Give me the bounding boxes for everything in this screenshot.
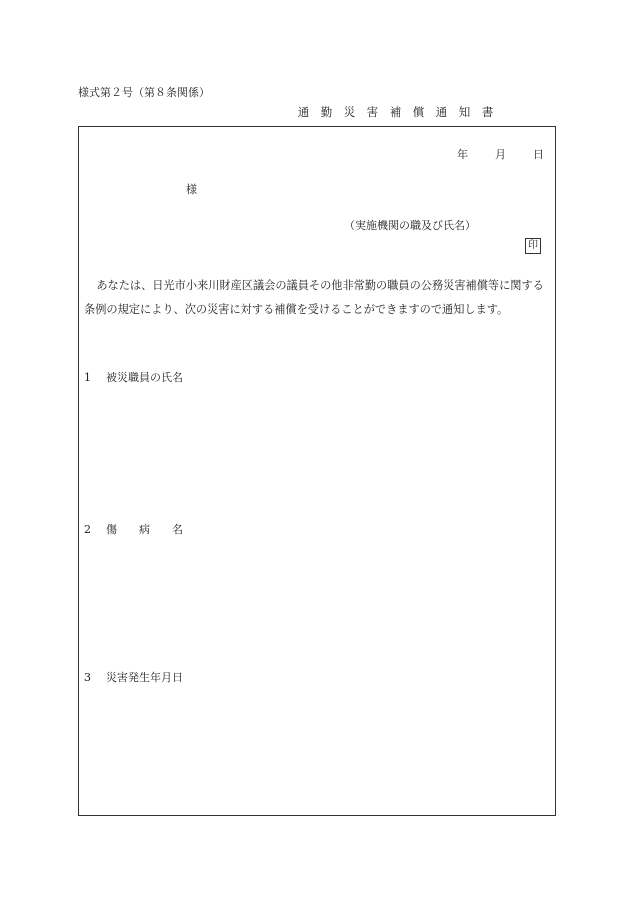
section-accident-date <box>84 669 183 685</box>
date-day-label: 日 <box>533 148 544 161</box>
form-frame <box>78 126 556 816</box>
section-injury-name <box>84 521 183 537</box>
section-injured-employee-name <box>84 369 183 385</box>
section-label: 傷 病 名 <box>106 523 183 536</box>
section-number: 1 <box>84 371 91 384</box>
section-label: 被災職員の氏名 <box>106 371 183 384</box>
section-number: 3 <box>84 671 91 684</box>
date-month-label: 月 <box>495 148 506 161</box>
addressee-suffix: 様 <box>186 183 197 196</box>
seal-mark: 印 <box>525 238 541 254</box>
form-number: 様式第２号（第８条関係） <box>78 86 210 99</box>
document-title-row <box>0 104 630 120</box>
date-year-label: 年 <box>457 148 468 161</box>
section-label: 災害発生年月日 <box>106 671 183 684</box>
section-number: 2 <box>84 523 91 536</box>
issuer-label: （実施機関の職及び氏名） <box>344 219 476 232</box>
date-row <box>457 146 544 162</box>
document-title: 通 勤 災 害 補 償 通 知 書 <box>297 105 494 119</box>
notice-text: あなたは、日光市小来川財産区議会の議員その他非常勤の職員の公務災害補償等に関する条例の規定により、次の災害に対する補償を受けることができますので通知します。 <box>84 279 544 316</box>
